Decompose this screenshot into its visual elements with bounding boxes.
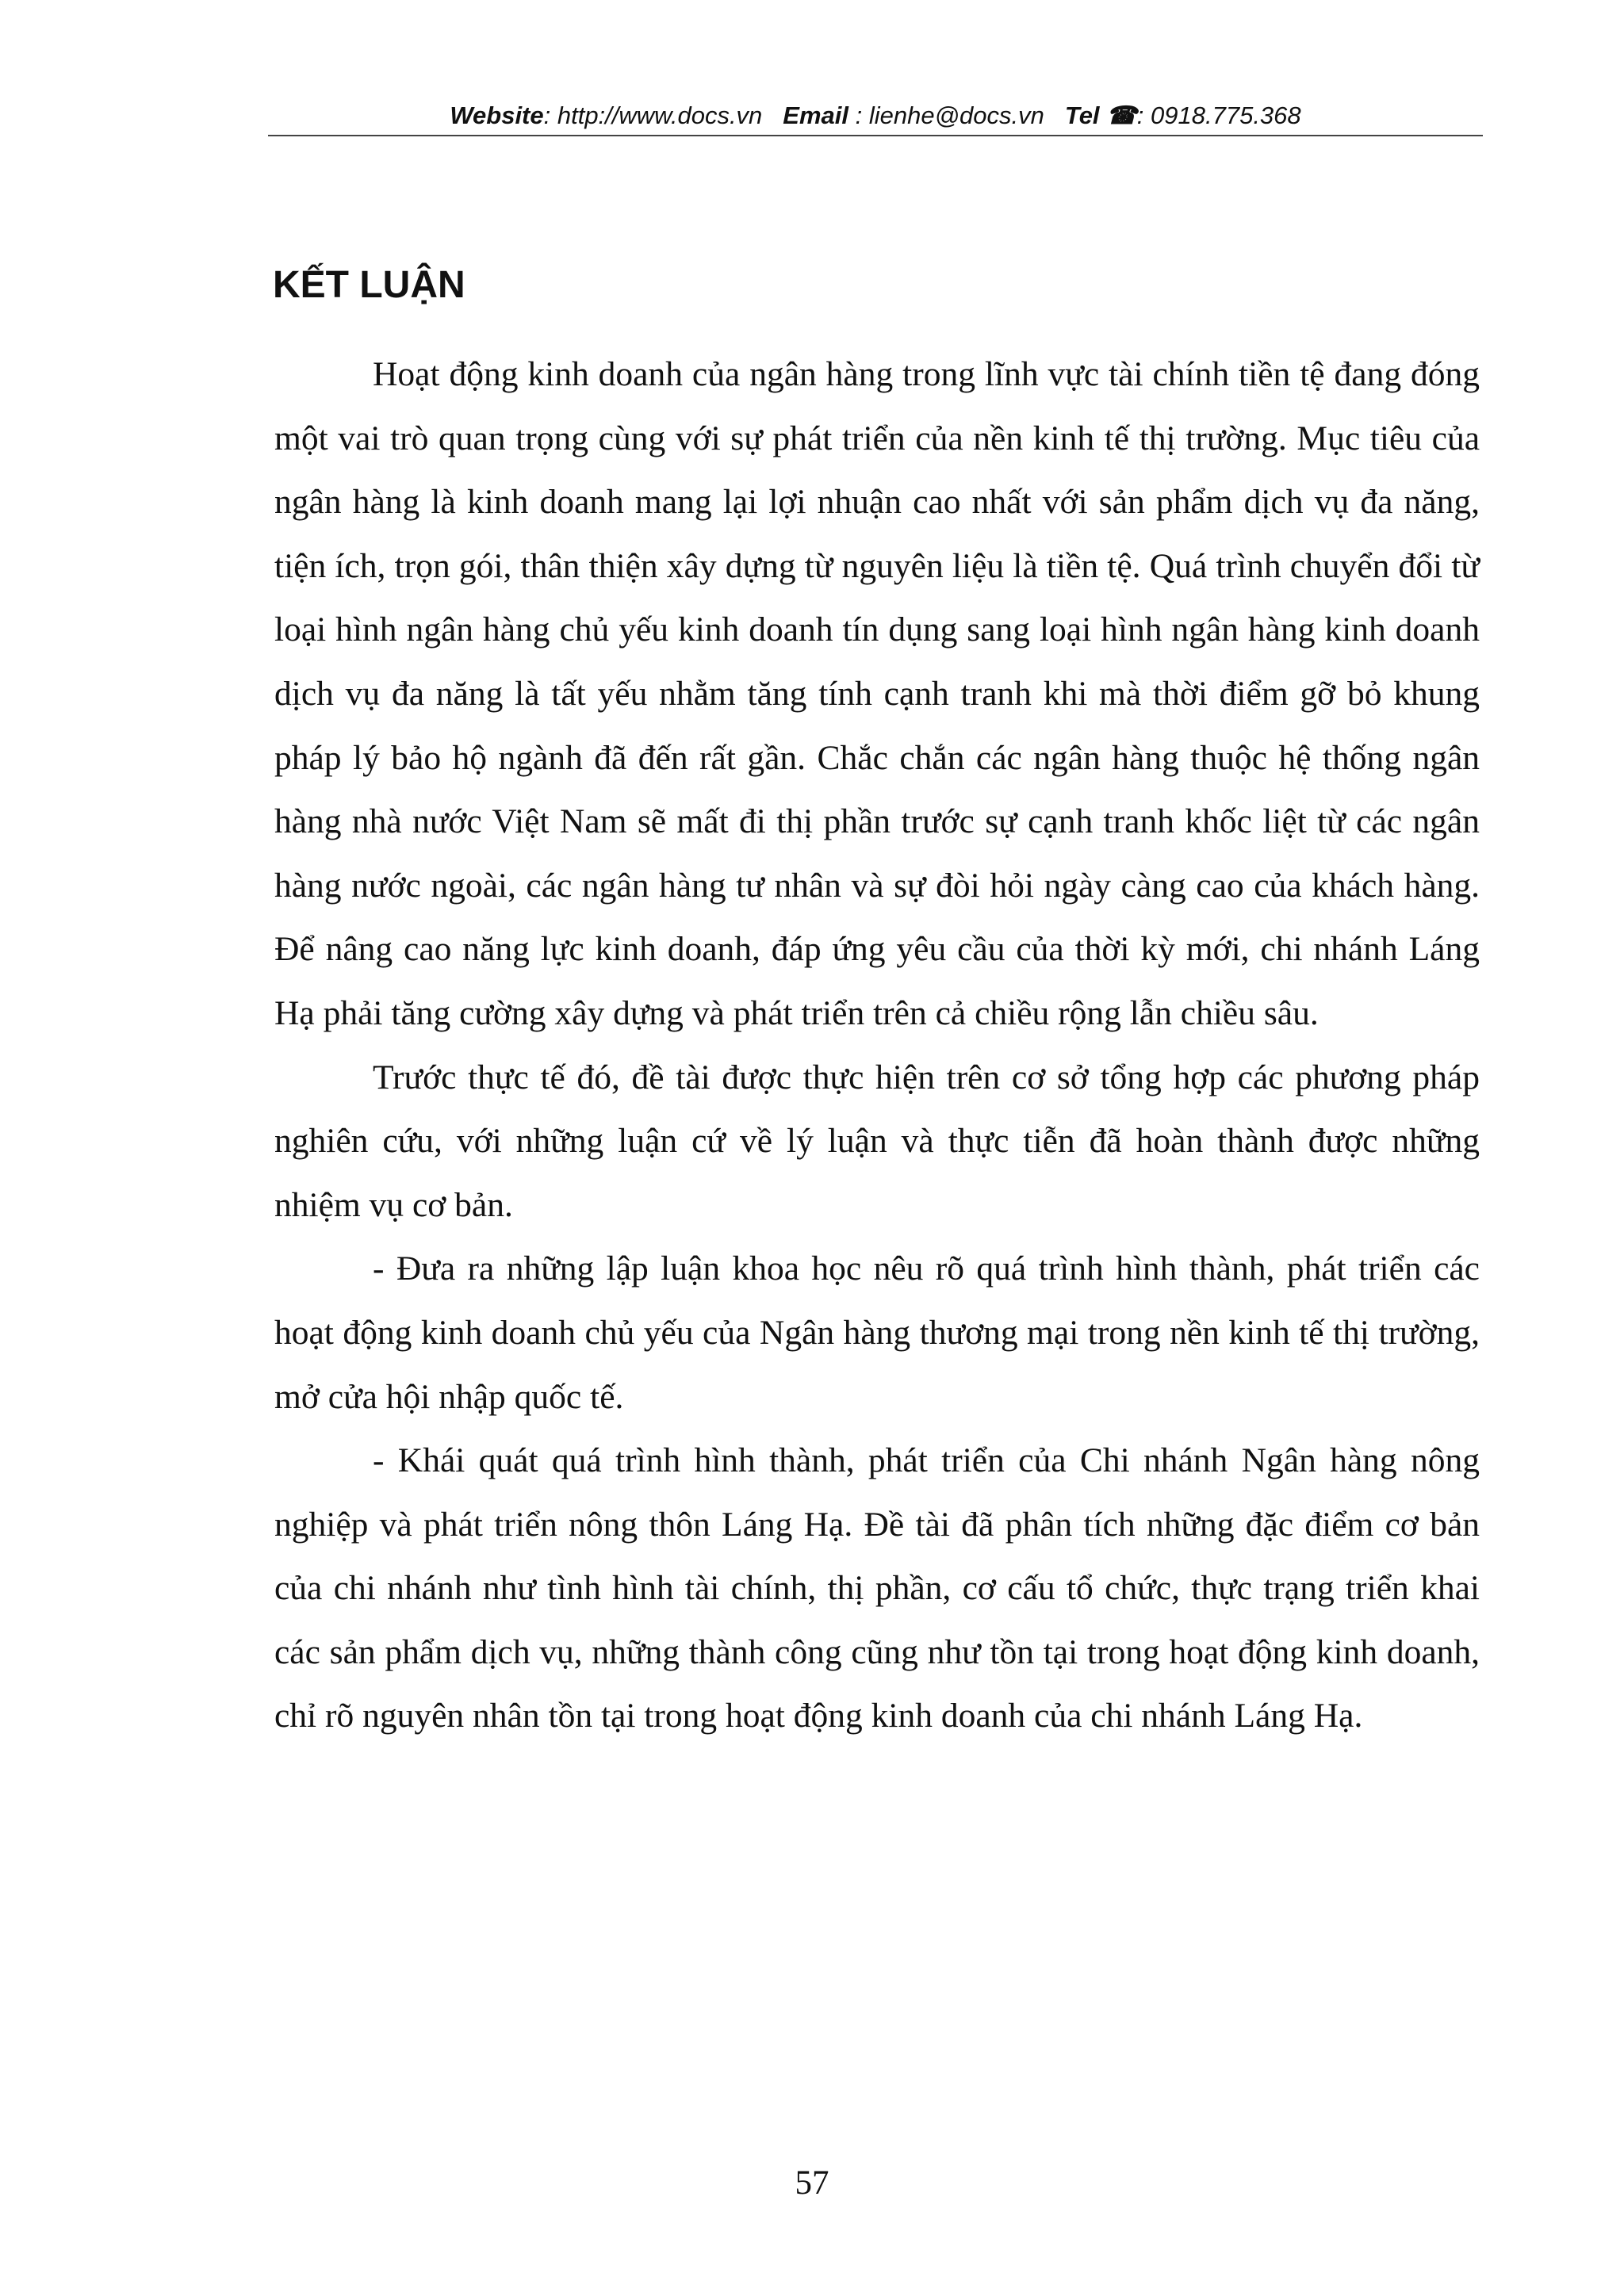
phone-icon: ☎ xyxy=(1106,101,1137,129)
page-header xyxy=(268,94,1483,138)
paragraph-point-2: - Khái quát quá trình hình thành, phát triển của Chi nhánh Ngân hàng nông nghiệp và phát triển nông thôn Láng Hạ. Đề tài đã phân tích những đặc điểm cơ bản của chi nhánh như tình hình tài chính, thị phần, cơ cấu tổ chức, thực trạng triển khai các sản phẩm dịch vụ, những thành công cũng như tồn tại trong hoạt động kinh doanh, chỉ rõ nguyên nhân tồn tại trong hoạt động kinh doanh của chi nhánh Láng Hạ. xyxy=(274,1441,1480,1735)
email-value: : lienhe@docs.vn xyxy=(848,101,1044,129)
website-label: Website xyxy=(450,101,544,129)
header-divider xyxy=(268,135,1483,136)
website-value: : http://www.docs.vn xyxy=(543,101,763,129)
section-title: KẾT LUẬN xyxy=(273,264,465,306)
paragraph-point-1: - Đưa ra những lập luận khoa học nêu rõ quá trình hình thành, phát triển các hoạt động kinh doanh chủ yếu của Ngân hàng thương mại trong nền kinh tế thị trường, mở cửa hội nhập quốc tế. xyxy=(274,1249,1480,1416)
tel-value: : 0918.775.368 xyxy=(1136,101,1301,129)
tel-label: Tel xyxy=(1064,101,1100,129)
paragraph-intro: Hoạt động kinh doanh của ngân hàng trong lĩnh vực tài chính tiền tệ đang đóng một vai trò quan trọng cùng với sự phát triển của nền kinh tế thị trường. Mục tiêu của ngân hàng là kinh doanh mang lại lợi nhuận cao nhất với sản phẩm dịch vụ đa năng, tiện ích, trọn gói, thân thiện xây dựng từ nguyên liệu là tiền tệ. Quá trình chuyển đổi từ loại hình ngân hàng chủ yếu kinh doanh tín dụng sang loại hình ngân hàng kinh doanh dịch vụ đa năng là tất yếu nhằm tăng tính cạnh tranh khi mà thời điểm gỡ bỏ khung pháp lý bảo hộ ngành đã đến rất gần. Chắc chắn các ngân hàng thuộc hệ thống ngân hàng nhà nước Việt Nam sẽ mất đi thị phần trước sự cạnh tranh khốc liệt từ các ngân hàng nước ngoài, các ngân hàng tư nhân và sự đòi hỏi ngày càng cao của khách hàng. Để nâng cao năng lực kinh doanh, đáp ứng yêu cầu của thời kỳ mới, chi nhánh Láng Hạ phải tăng cường xây dựng và phát triển trên cả chiều rộng lẫn chiều sâu. xyxy=(274,355,1480,1032)
page-number: 57 xyxy=(795,2164,829,2202)
document-body xyxy=(274,342,1480,1748)
paragraph-method: Trước thực tế đó, đề tài được thực hiện trên cơ sở tổng hợp các phương pháp nghiên cứu, với những luận cứ về lý luận và thực tiễn đã hoàn thành được những nhiệm vụ cơ bản. xyxy=(274,1058,1480,1224)
email-label: Email xyxy=(783,101,849,129)
